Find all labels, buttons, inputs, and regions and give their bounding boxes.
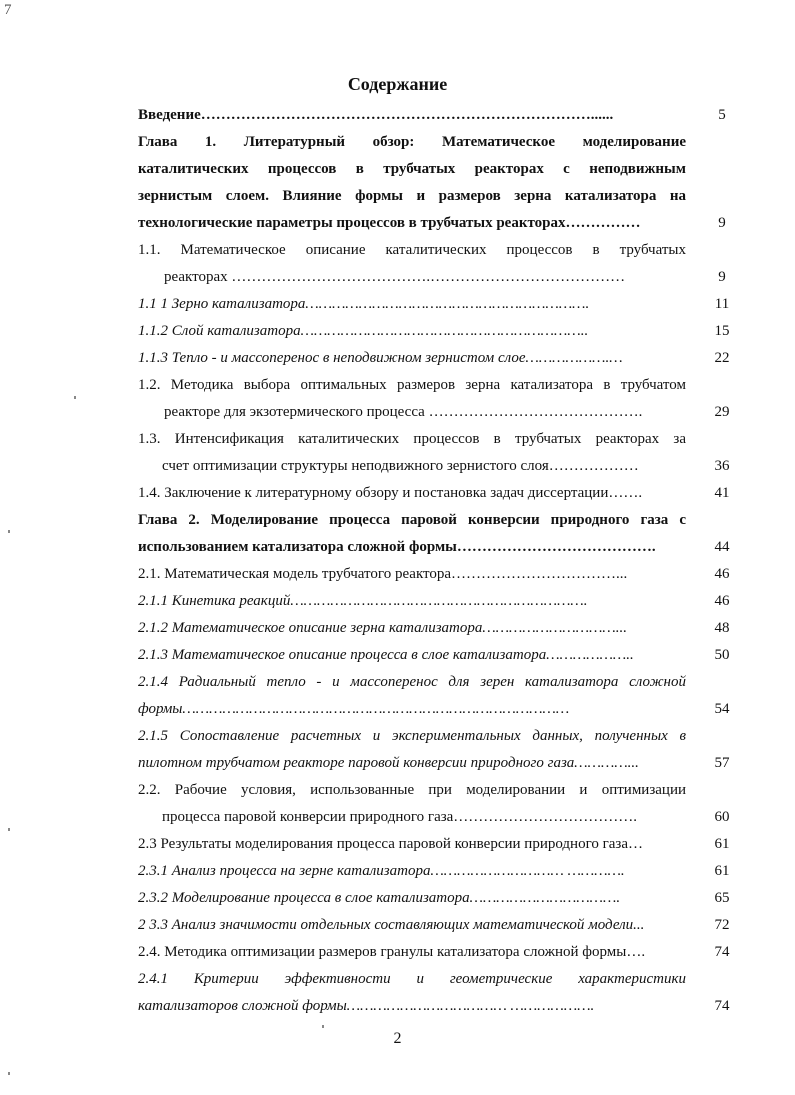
toc-line xyxy=(0,156,795,183)
toc-entry-text: 1.1.3 Тепло - и массоперенос в неподвижном зернистом слое……………….… xyxy=(138,350,623,366)
toc-line xyxy=(0,399,795,426)
toc-entry-text: 2 3.3 Анализ значимости отдельных составляющих математической модели... xyxy=(138,917,645,933)
toc-page-number: 74 xyxy=(714,944,730,960)
toc-entry-text: 2.1.5 Сопоставление расчетных и экспериментальных данных, полученных в xyxy=(138,728,686,744)
toc-line xyxy=(0,507,795,534)
toc-line xyxy=(0,345,795,372)
scan-speck xyxy=(8,1072,10,1075)
toc-line xyxy=(0,426,795,453)
toc-line xyxy=(0,831,795,858)
toc-line xyxy=(0,480,795,507)
toc-line xyxy=(0,588,795,615)
toc-entry-text: 2.1.1 Кинетика реакций…………………………………………………………. xyxy=(138,593,588,609)
toc-line xyxy=(0,804,795,831)
toc-page-number: 36 xyxy=(714,458,730,474)
toc-line xyxy=(0,642,795,669)
toc-entry-text: 2.4. Методика оптимизации размеров гранулы катализатора сложной формы…. xyxy=(138,944,646,960)
toc-line xyxy=(0,777,795,804)
page-number: 2 xyxy=(393,1030,402,1047)
toc-line xyxy=(0,858,795,885)
toc-line xyxy=(0,615,795,642)
toc-entry-text: реакторах ………………………………….………………………………… xyxy=(164,269,626,285)
toc-entry-text: Введение……………………………………………………………………...... xyxy=(138,107,614,123)
toc-entry-text: счет оптимизации структуры неподвижного зернистого слоя……………… xyxy=(162,458,639,474)
toc-entry-text: 1.1 1 Зерно катализатора………………………………………………………. xyxy=(138,296,590,312)
toc-page-number: 41 xyxy=(714,485,730,501)
toc-line xyxy=(0,453,795,480)
toc-entry-text: 2.3.1 Анализ процесса на зерне катализатора………………………… …………. xyxy=(138,863,625,879)
toc-entry-text: каталитических процессов в трубчатых реакторах с неподвижным xyxy=(138,161,686,177)
toc-page-number: 74 xyxy=(714,998,730,1014)
toc-entry-text: процесса паровой конверсии природного газа………………………………. xyxy=(162,809,638,825)
toc-entry-text: использованием катализатора сложной формы…………………………………. xyxy=(138,539,656,555)
toc-page-number: 46 xyxy=(714,566,730,582)
toc-page-number: 48 xyxy=(714,620,730,636)
toc-page-number: 60 xyxy=(714,809,730,825)
toc-line xyxy=(0,966,795,993)
toc-entry-text: 1.4. Заключение к литературному обзору и постановка задач диссертации……. xyxy=(138,485,643,501)
toc-line xyxy=(0,372,795,399)
toc-page-number: 61 xyxy=(714,863,730,879)
toc-line xyxy=(0,696,795,723)
toc-page-number: 61 xyxy=(714,836,730,852)
toc-entry-text: 2.1. Математическая модель трубчатого реактора……………………………... xyxy=(138,566,628,582)
toc-line xyxy=(0,318,795,345)
toc-entry-text: формы…………………………………………………………………………… xyxy=(138,701,570,717)
toc-line xyxy=(0,669,795,696)
toc-line xyxy=(0,102,795,129)
toc-entry-text: 2.1.2 Математическое описание зерна катализатора…………………………... xyxy=(138,620,628,636)
toc-entry-text: катализаторов сложной формы……………………………… ………………. xyxy=(138,998,595,1014)
toc-page-number: 5 xyxy=(718,107,726,123)
toc-entry-text: 2.1.4 Радиальный тепло - и массоперенос для зерен катализатора сложной xyxy=(138,674,686,690)
toc-entry-text: 1.2. Методика выбора оптимальных размеров зерна катализатора в трубчатом xyxy=(138,377,686,393)
toc-page-number: 72 xyxy=(714,917,730,933)
toc-entry-text: Глава 1. Литературный обзор: Математическое моделирование xyxy=(138,134,686,150)
toc-entry-text: 2.4.1 Критерии эффективности и геометрические характеристики xyxy=(138,971,686,987)
toc-entry-text: реакторе для экзотермического процесса ……………………………………. xyxy=(164,404,643,420)
toc-line xyxy=(0,885,795,912)
toc-line xyxy=(0,993,795,1020)
toc-entry-text: зернистым слоем. Влияние формы и размеров зерна катализатора на xyxy=(138,188,686,204)
toc-page-number: 50 xyxy=(714,647,730,663)
toc-page-number: 44 xyxy=(714,539,730,555)
toc-page-number: 54 xyxy=(714,701,730,717)
page-title: Содержание xyxy=(347,74,448,94)
toc-line xyxy=(0,750,795,777)
toc-entry-text: 2.1.3 Математическое описание процесса в слое катализатора……………….. xyxy=(138,647,634,663)
toc-line xyxy=(0,939,795,966)
toc-page-number: 15 xyxy=(714,323,730,339)
toc-page-number: 11 xyxy=(714,296,730,312)
toc-page-number: 65 xyxy=(714,890,730,906)
toc-page-number: 9 xyxy=(718,269,726,285)
toc-entry-text: Глава 2. Моделирование процесса паровой конверсии природного газа с xyxy=(138,512,686,528)
toc-line xyxy=(0,291,795,318)
toc-page-number: 9 xyxy=(718,215,726,231)
toc-line xyxy=(0,534,795,561)
toc-line xyxy=(0,129,795,156)
toc-entry-text: 1.1. Математическое описание каталитических процессов в трубчатых xyxy=(138,242,686,258)
corner-handwritten-mark: 7 xyxy=(4,2,12,18)
toc-entry-text: 2.3.2 Моделирование процесса в слое катализатора……………………………. xyxy=(138,890,621,906)
toc-line xyxy=(0,237,795,264)
toc-page-number: 22 xyxy=(714,350,730,366)
toc-entry-text: 1.3. Интенсификация каталитических процессов в трубчатых реакторах за xyxy=(138,431,686,447)
toc-line xyxy=(0,183,795,210)
scan-speck xyxy=(322,1025,324,1028)
toc-line xyxy=(0,264,795,291)
toc-line xyxy=(0,561,795,588)
toc-page-number: 57 xyxy=(714,755,730,771)
toc-page-number: 46 xyxy=(714,593,730,609)
toc-entry-text: 2.2. Рабочие условия, использованные при моделировании и оптимизации xyxy=(138,782,686,798)
toc-line xyxy=(0,723,795,750)
toc-entry-text: 1.1.2 Слой катализатора……………………………………………………….. xyxy=(138,323,589,339)
toc-entry-text: технологические параметры процессов в трубчатых реакторах…………… xyxy=(138,215,641,231)
toc-line xyxy=(0,912,795,939)
toc-entry-text: 2.3 Результаты моделирования процесса паровой конверсии природного газа… xyxy=(138,836,643,852)
toc-line xyxy=(0,210,795,237)
toc-page-number: 29 xyxy=(714,404,730,420)
toc-entry-text: пилотном трубчатом реакторе паровой конверсии природного газа…………... xyxy=(138,755,639,771)
